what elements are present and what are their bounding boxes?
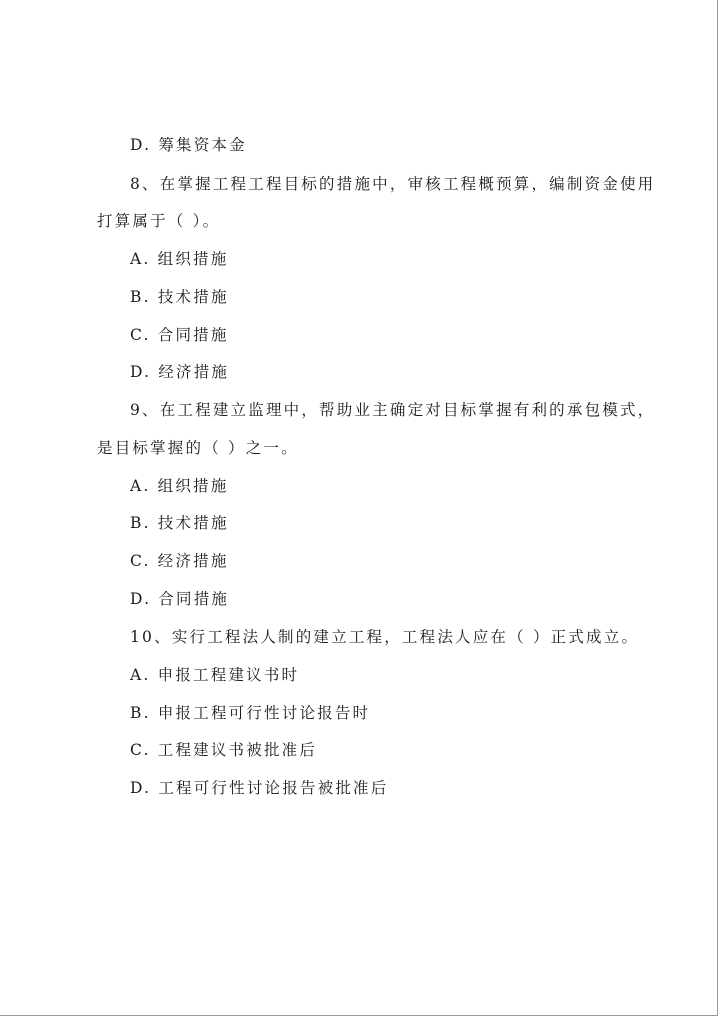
q9-option-c: C. 经济措施 [130,552,229,570]
q9-option-b: B. 技术措施 [130,514,229,532]
q8-option-c: C. 合同措施 [130,326,229,344]
q10-stem-line1: 10、实行工程法人制的建立工程，工程法人应在（ ）正式成立。 [130,628,640,646]
q9-stem-line1: 9、在工程建立监理中，帮助业主确定对目标掌握有利的承包模式， [130,401,656,419]
q10-option-c: C. 工程建议书被批准后 [130,741,318,759]
q8-stem-line2: 打算属于（ ）。 [97,212,221,230]
q10-option-b: B. 申报工程可行性讨论报告时 [130,704,371,722]
q7-option-d: D. 筹集资本金 [130,136,247,154]
q10-option-d: D. 工程可行性讨论报告被批准后 [130,779,389,797]
q8-option-d: D. 经济措施 [130,363,230,381]
q9-option-d: D. 合同措施 [130,590,230,608]
q9-option-a: A. 组织措施 [130,477,229,495]
q8-option-b: B. 技术措施 [130,288,229,306]
q8-stem-line1: 8、在掌握工程工程目标的措施中，审核工程概预算，编制资金使用 [130,175,656,193]
q9-stem-line2: 是目标掌握的（ ）之一。 [97,439,299,457]
q10-option-a: A. 申报工程建议书时 [130,666,300,684]
q8-option-a: A. 组织措施 [130,250,229,268]
